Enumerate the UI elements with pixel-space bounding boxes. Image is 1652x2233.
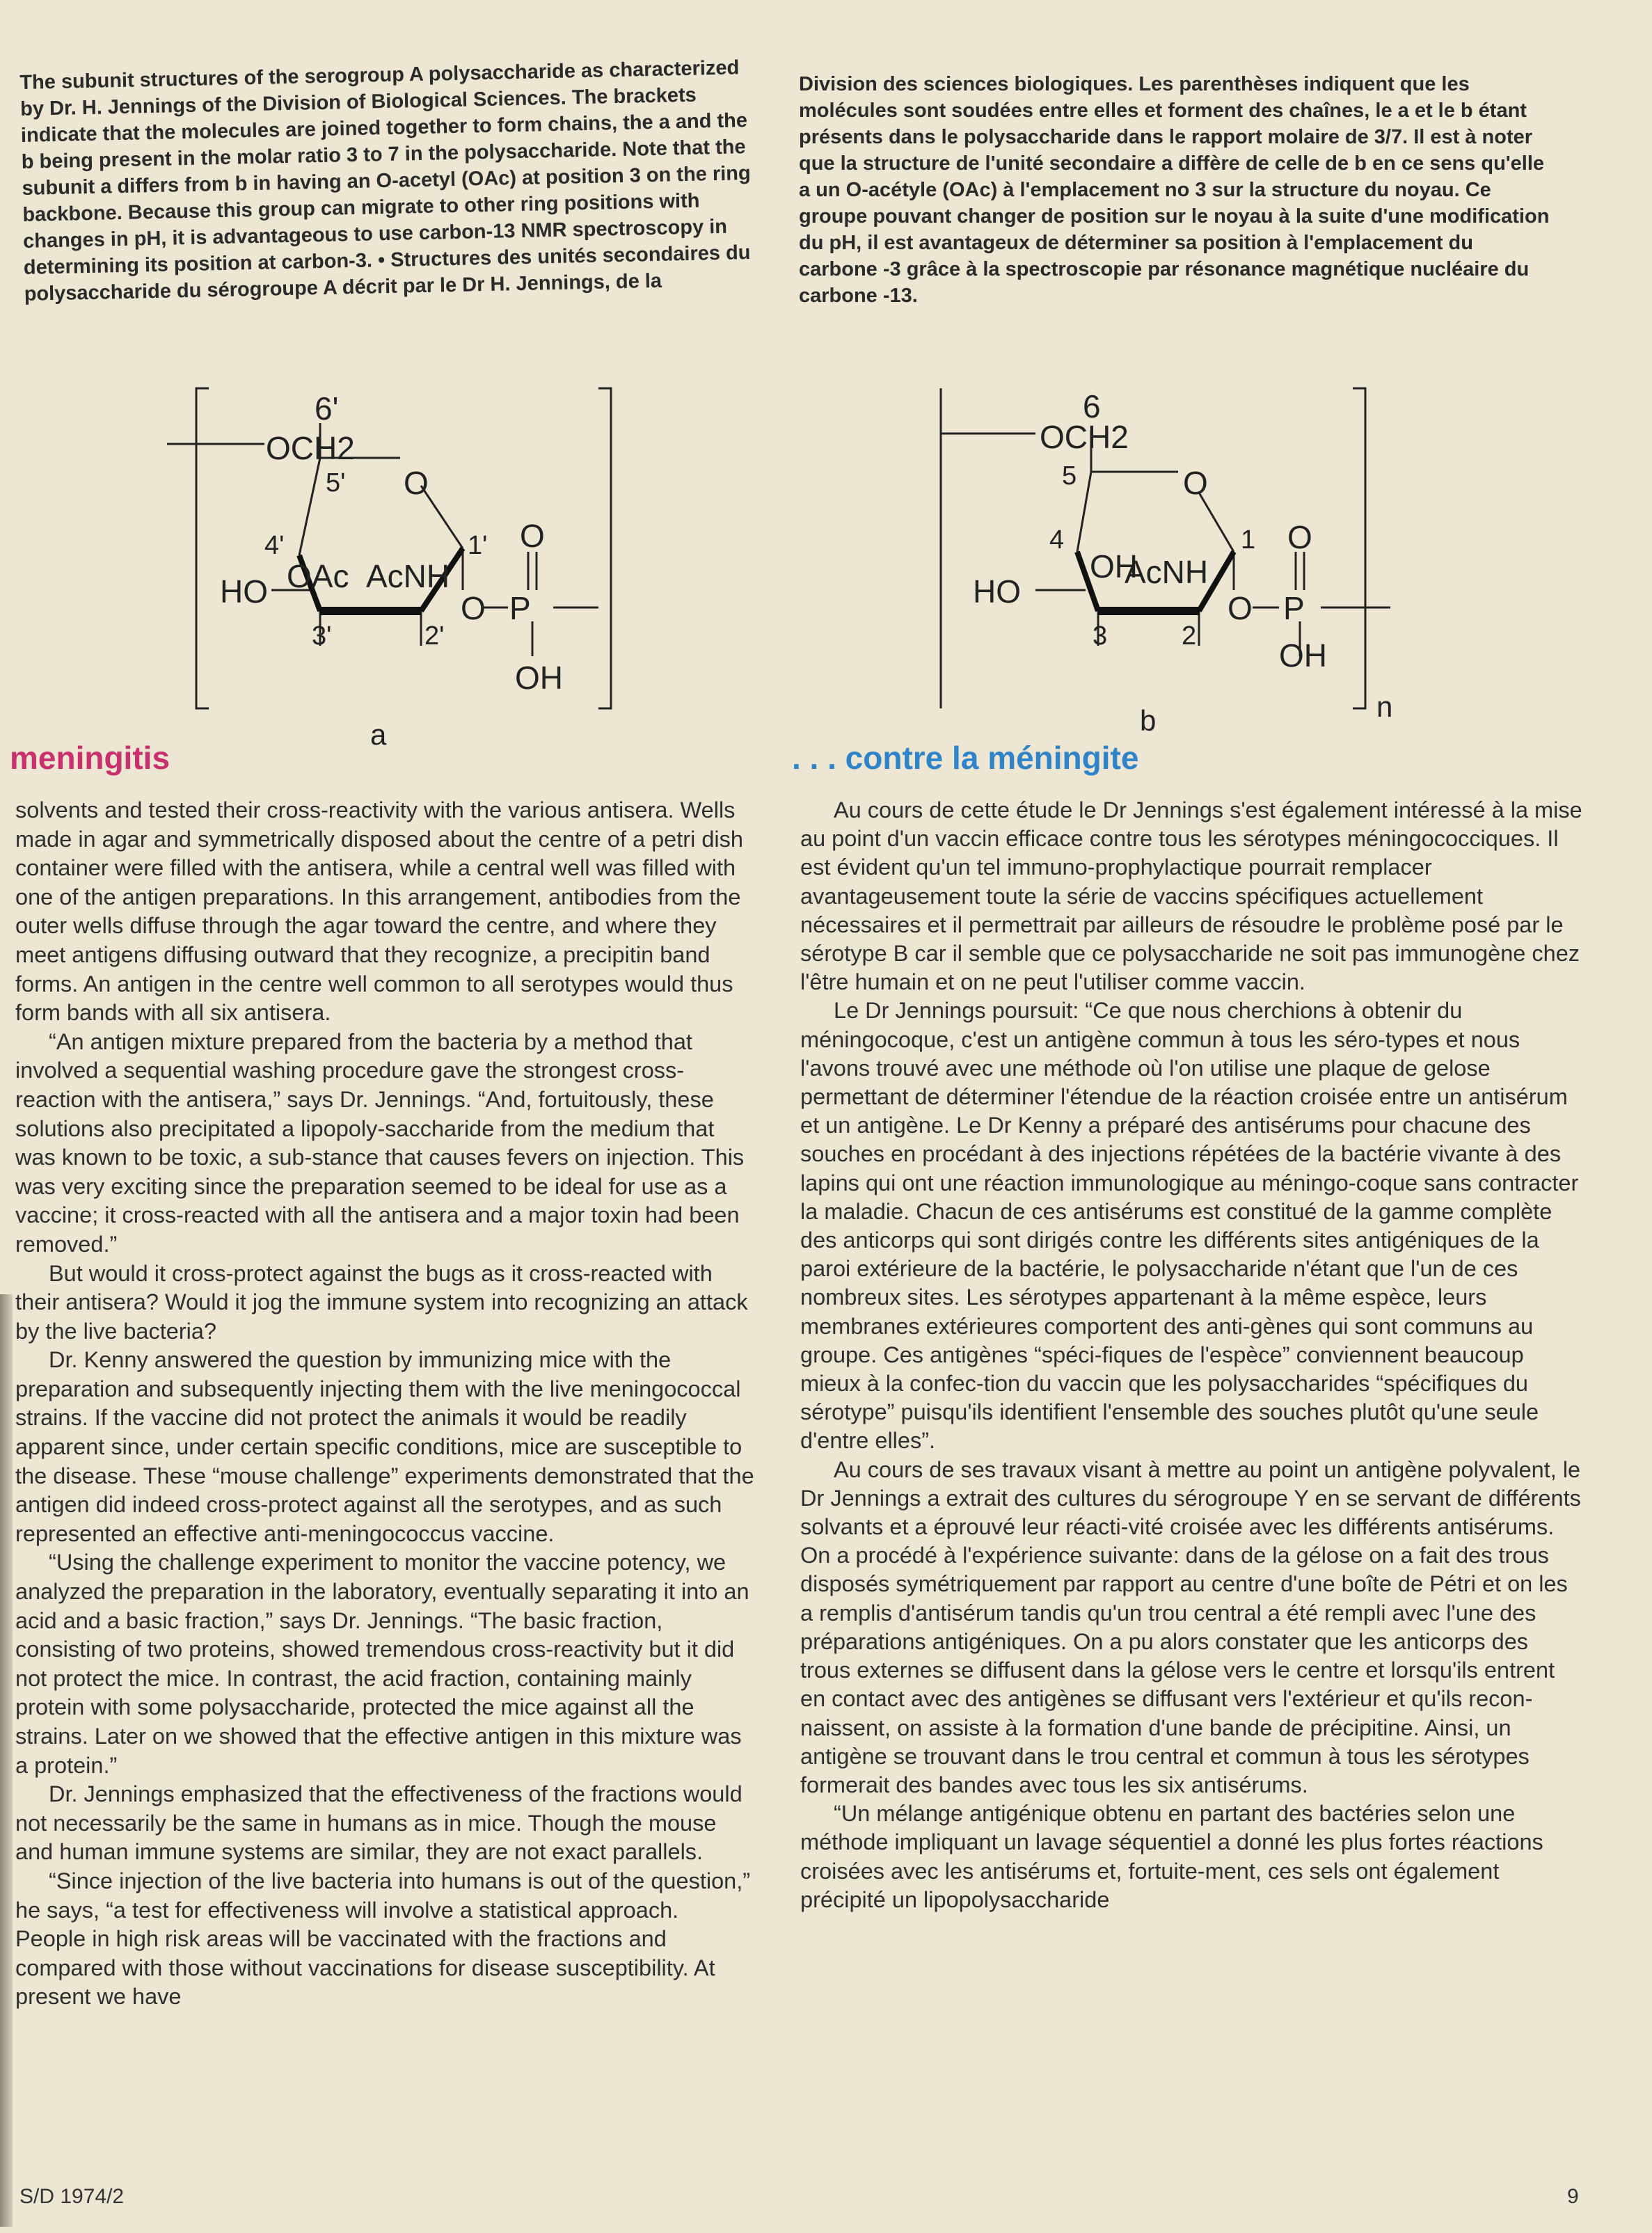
b-och2-label: OCH2 [1040,419,1129,455]
b-p-label: P [1283,590,1305,626]
a-ring-o-label: O [404,465,429,501]
a-pos2-label: 2' [424,621,445,651]
structure-a-diagram [153,381,640,757]
b-pos1-label: 1 [1241,525,1256,555]
b-ho-label: HO [973,573,1021,610]
a-p-label: P [509,590,531,626]
paragraph: “An antigen mixture prepared from the bacteria by a method that involved a sequential washing procedure gave the strongest cross-reaction with the antisera,” says Dr. Jennings. “And, fortuitously, these solutions also precipitated a lipopoly-saccharide from the medium that was known to be toxic, a sub-stance that causes fevers on injection. This was very exciting since the preparation seemed to be ideal for use as a vaccine; it cross-reacted with all the antisera and a major toxin had been removed.” [15,1028,745,1257]
paragraph: Le Dr Jennings poursuit: “Ce que nous cherchions à obtenir du méningocoque, c'est un antigène commun à tous les séro-types et nous l'avons trouvé avec une méthode où l'on utilise une plaque de gelose permettant de déterminer l'étendue de la réaction croisée entre un antisérum et un antigène. Le Dr Kenny a préparé des antisérums pour chacune des souches en procédant à des injections répétées de la bactérie vivante à des lapins qui ont une réaction immunologique au méningo-coque sans contracter la maladie. Chacun de ces antisérums est constitué de la gamme complète des anticorps qui sont dirigés contre les différents sites antigéniques de la paroi extérieure de la bactérie, le polysaccharide n'étant que l'un de ces nombreux sites. Les sérotypes appartenant à la même espèce, leurs membranes extérieures comportent des anti-gènes qui sont communs au groupe. Ces antigènes “spéci-fiques de l'espèce” conviennent beaucoup mieux à la confec-tion du vaccin que les polysaccharides “spécifiques du sérotype” puisqu'ils identifient l'ensemble des souches plutôt qu'une seule d'entre elles”. [800,998,1579,1454]
page-number: 9 [1567,2185,1579,2208]
section-heading-french: . . . contre la méningite [792,740,1139,776]
structure-n-subscript: n [1376,690,1393,723]
structure-a-label: a [370,718,387,751]
caption-english-text: The subunit structures of the serogroup A polysaccharide as characterized by Dr. H. Jennings of the Division of Biological Sciences. The brackets indicate that the molecules are joined together to form chains, the a and the b being present in the molar ratio 3 to 7 in the polysaccharide. Note that the subunit a differs from b in having an O-acetyl (OAc) at position 3 on the ring backbone. Because this group can migrate to other ring positions with changes in pH, it is advantageous to use carbon-13 NMR spectroscopy in determining its position at carbon-3. • Structures des unités secondaires du polysaccharide du sérogroupe A décrit par le Dr H. Jennings, de la [19,56,751,305]
b-pos4-label: 4 [1049,525,1065,555]
a-och2-label: OCH2 [266,430,355,466]
paragraph: Au cours de cette étude le Dr Jennings s'est également intéressé à la mise au point d'un vaccin efficace contre tous les sérotypes méningococciques. Il est évident qu'un tel immuno-prophylactique pourrait remplacer avantageusement toute la série de vaccins spécifiques actuellement nécessaires et il permettrait par ailleurs de résoudre le problème posé par le sérotype B car il semble que ce polysaccharide ne soit pas immunogène chez l'être humain et on ne peut l'utiliser comme vaccin. [800,797,1582,995]
a-oh-label: OH [515,660,563,696]
paragraph: Dr. Jennings emphasized that the effectiveness of the fractions would not necessarily be the same in humans as in mice. Though the mouse and human immune systems are similar, they are not exact parallels. [15,1781,742,1865]
a-pos1-label: 1' [468,531,488,560]
paragraph: Dr. Kenny answered the question by immunizing mice with the preparation and subsequently injecting them with the live meningococcal strains. If the vaccine did not protect the animals it would be readily apparent since, under certain specific conditions, mice are susceptible to the disease. These “mouse challenge” experiments demonstrated that the antigen did indeed cross-protect against all the serotypes, and as such represented an effective anti-meningococcus vaccine. [15,1347,754,1546]
a-link-o-label: O [461,590,486,626]
a-ho-label: HO [220,573,268,610]
b-ring-o-label: O [1183,465,1208,501]
a-pos6-label: 6' [315,390,339,427]
a-oac-label: OAc [287,558,349,594]
body-column-english [15,796,754,2012]
b-link-o-label: O [1228,590,1253,626]
b-pos3-label: 3 [1093,621,1108,651]
a-acnh-label: AcNH [366,558,450,594]
paragraph: “Since injection of the live bacteria into humans is out of the question,” he says, “a test for effectiveness will involve a statistical approach. People in high risk areas will be vaccinated with the fractions and compared with those without vaccinations for disease susceptibility. At present we have [15,1868,751,2010]
b-pos2-label: 2 [1182,621,1197,651]
a-pos5-label: 5' [326,468,346,498]
structure-b-label: b [1140,704,1157,737]
paragraph: But would it cross-protect against the bugs as it cross-reacted with their antisera? Would it jog the immune system into recognizing an attack by the live bacteria? [15,1260,748,1344]
issue-footer: S/D 1974/2 [19,2185,125,2208]
caption-french [799,71,1550,309]
a-p-o-label: O [520,518,545,554]
paragraph: solvents and tested their cross-reactivity with the various antisera. Wells made in agar and symmetrically disposed about the centre of a petri dish container were filled with the antisera, while a central well was filled with one of the antigen preparations. In this arrangement, antibodies from the outer wells diffuse through the agar toward the centre, and where they meet antigens diffusing outward that they recognize, a precipitin band forms. An antigen in the centre well common to all serotypes would thus form bands with all six antisera. [15,797,743,1026]
page-binding-shadow [0,1294,13,2227]
b-oh-label: OH [1279,637,1327,674]
section-heading-english: meningitis [10,740,170,776]
b-ring-oh-label: OH [1090,548,1138,585]
b-pos6-label: 6 [1083,388,1101,424]
paragraph: “Un mélange antigénique obtenu en partant des bactéries selon une méthode impliquant un lavage séquentiel a donné les plus fortes réactions croisées avec les antisérums et, fortuite-ment, ces sels ont également précipité un lipopolysaccharide [800,1801,1543,1912]
b-acnh-label: AcNH [1125,554,1209,590]
body-column-french [800,796,1582,1914]
paragraph: “Using the challenge experiment to monitor the vaccine potency, we analyzed the preparation in the laboratory, eventually separating it into an acid and a basic fraction,” says Dr. Jennings. “The basic fraction, consisting of two proteins, showed tremendous cross-reactivity but it did not protect the mice. In contrast, the acid fraction, containing mainly protein with some polysaccharide, protected the mice against all the strains. Later on we showed that the effective antigen in this mixture was a protein.” [15,1550,749,1778]
caption-english [19,54,762,308]
b-p-o-label: O [1287,519,1312,555]
paragraph: Au cours de ses travaux visant à mettre au point un antigène polyvalent, le Dr Jennings a extrait des cultures du sérogroupe Y en se servant de différents solvants et a éprouvé leur réacti-vité croisée avec les différents antisérums. On a procédé à l'expérience suivante: dans de la gélose on a fait des trous disposés symétriquement par rapport au centre d'une boîte de Pétri et on les a remplis d'antisérum tandis qu'un trou central a été rempli avec l'une des préparations antigéniques. On a pu alors constater que les anticorps des trous externes se diffusent dans la gélose vers le centre et lorsqu'ils entrent en contact avec des antigènes se diffusant vers l'extérieur et qu'ils recon-naissent, on assiste à la formation d'une bande de précipitine. Ainsi, un antigène se trouvant dans le trou central et commun à tous les sérotypes formerait des bandes avec tous les six antisérums. [800,1456,1581,1797]
a-pos4-label: 4' [264,531,285,560]
structure-b-diagram [931,381,1418,757]
caption-french-text: Division des sciences biologiques. Les parenthèses indiquent que les molécules sont soudées entre elles et forment des chaînes, le a et le b étant présents dans le polysaccharide dans le rapport molaire de 3/7. Il est à noter que la structure de l'unité secondaire a diffère de celle de b en ce sens qu'elle a un O-acétyle (OAc) à l'emplacement no 3 sur la structure du noyau. Ce groupe pouvant changer de position sur le noyau à la suite d'une modification du pH, il est avantageux de déterminer sa position à l'emplacement du carbone -3 grâce à la spectroscopie par résonance magnétique nucléaire du carbone -13. [799,73,1550,307]
b-pos5-label: 5 [1062,461,1077,491]
a-pos3-label: 3' [312,621,332,651]
